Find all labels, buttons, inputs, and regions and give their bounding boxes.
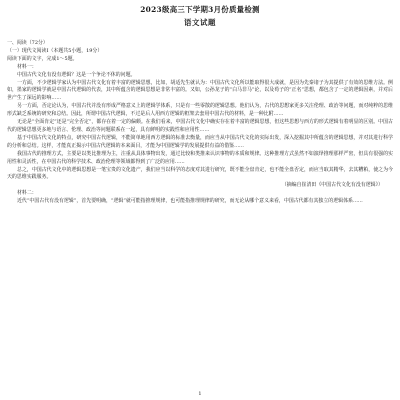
material2-paragraph: 近代“中国古代有没有逻辑”，首先要明确，“逻辑”就可能指推理规律，也可能指推理规律的研究，而无论从哪个意义来看，中国古代都有其独立的逻辑体系…… (17, 198, 363, 205)
paragraph: 中国古代文化有没有逻辑？这是一个争论不休的问题。 (17, 71, 136, 78)
paragraph: 总之，中国古代文化中的逻辑思想是一笔宝贵的文化遗产，我们应当以科学的态度对其进行研究，既不能全盘肯定，也不能全盘否定，而应当取其精华，去其糟粕，使之为今天的思维实践服务。 (7, 166, 393, 181)
paragraph: 基于中国古代文化的特点，研究中国古代逻辑，不能简单地用西方逻辑的标准去衡量，而应当从中国古代文化的实际出发，深入挖掘其中所蕴含的逻辑思想，并对其进行科学的分析和总结。这样，才能真正揭示中国古代逻辑的本来面目，才能为中国逻辑学的发展提供有益的借鉴…… (7, 134, 393, 149)
source-citation: （摘编自崔清田《中国古代文化有没有逻辑》） (281, 182, 383, 189)
document-body (7, 40, 393, 206)
section-heading: 一、阅读（72分） (7, 40, 48, 46)
page-number: 1 (198, 391, 202, 397)
material2-label: 材料二： (17, 190, 37, 197)
material1-label: 材料一： (17, 63, 37, 70)
paragraph: 一方面，不少逻辑学家认为中国古代文化有着丰富的逻辑思想，比如，胡适先生就认为：中国古代文化所以能取得很大成就，是因为先秦诸子为其提供了有效的思维方法。例如，墨家的逻辑学就是中国古代逻辑的代表，其中所蕴含的逻辑思想是非常丰富的。又如，公孙龙子的“白马非马”论，以及荀子的“正名”思想，都包含了一定的逻辑因素，并对后世产生了深远的影响…… (7, 79, 393, 102)
paragraph: 另一方面，否定论认为，中国古代并没有形成严格意义上的逻辑学体系，只是有一些零散的逻辑思想。他们认为，古代的思想家更多关注伦理、政治等问题，而对纯粹的思维形式缺乏系统的研究和总结。因此，所谓中国古代逻辑，不过是后人用西方逻辑的框架去套用中国古代的材料，是一种比附…… (7, 103, 393, 118)
section-subheading: （一）现代文阅读Ⅰ（本题共5小题，19分） (7, 47, 103, 54)
exam-subtitle: 语文试题 (184, 18, 216, 27)
paragraph: 我国古代的推理方式，主要是以类比推理为主，注重从具体事物出发，通过比较和类推来认识事物的本质和规律。这种推理方式虽然不如演绎推理那样严密，但具有很强的实用性和灵活性，在中国古代的科学技术、政治伦理等领域都得到了广泛的应用…… (7, 150, 393, 165)
paragraph: 无论是“全面肯定”还是“完全否定”，都存在着一定的偏颇。在我们看来，中国古代文化中确实存在着丰富的逻辑思想，但这些思想与西方的形式逻辑有着明显的区别。中国古代的逻辑思想更多地与语言、伦理、政治等问题联系在一起，具有鲜明的实践性和应用性…… (7, 119, 393, 133)
instruction: 阅读下面的文字，完成1～5题。 (7, 55, 78, 62)
exam-title: 2023级高三下学期3月份质量检测 (140, 5, 260, 14)
